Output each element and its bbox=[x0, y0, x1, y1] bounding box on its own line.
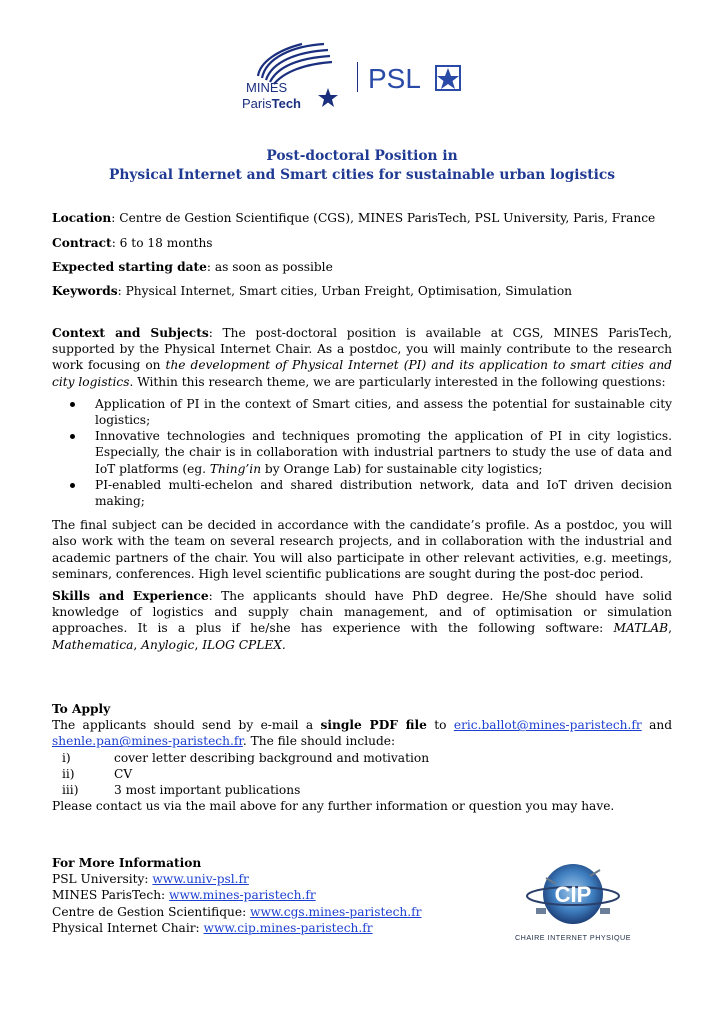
location-value: : Centre de Gestion Scientifique (CGS), MINES ParisTech, PSL University, Paris, France bbox=[111, 211, 656, 225]
svg-text:MINES: MINES bbox=[246, 80, 288, 95]
logo-divider bbox=[357, 62, 358, 92]
link-mines-paristech[interactable]: www.mines-paristech.fr bbox=[169, 888, 316, 903]
link-cgs[interactable]: www.cgs.mines-paristech.fr bbox=[250, 904, 422, 919]
location-label: Location bbox=[52, 211, 112, 225]
context-bullets bbox=[52, 396, 672, 509]
more-info-heading: For More Information bbox=[52, 856, 202, 870]
keywords-label: Keywords bbox=[52, 284, 118, 298]
list-item: iii) 3 most important publications bbox=[62, 783, 301, 798]
more-info-section bbox=[52, 855, 492, 936]
more-info-psl: PSL University: www.univ-psl.fr bbox=[52, 872, 249, 887]
start-value: : as soon as possible bbox=[206, 260, 333, 274]
info-keywords bbox=[52, 283, 672, 299]
info-location bbox=[52, 210, 672, 226]
apply-section bbox=[52, 701, 672, 814]
keywords-value: : Physical Internet, Smart cities, Urban Freight, Optimisation, Simulation bbox=[117, 284, 573, 298]
contract-value: : 6 to 18 months bbox=[111, 236, 213, 250]
title-line-1: Post-doctoral Position in bbox=[266, 148, 458, 164]
link-cip[interactable]: www.cip.mines-paristech.fr bbox=[203, 920, 373, 935]
apply-paragraph: The applicants should send by e-mail a single PDF file to eric.ballot@mines-paristech.fr and shenle.pan@mines-paristech.fr. The file should include: bbox=[52, 718, 673, 749]
more-info-mines: MINES ParisTech: www.mines-paristech.fr bbox=[52, 888, 316, 903]
email-link-ballot[interactable]: eric.ballot@mines-paristech.fr bbox=[453, 718, 642, 733]
start-label: Expected starting date bbox=[52, 260, 207, 274]
context-paragraph: Context and Subjects: The post-doctoral position is available at CGS, MINES ParisTech, supported by the Physical Internet Chair. As a postdoc, you will mainly contribute to the research work focusing on the development of Physical Internet (PI) and its application to smart cities and city logistics. Within this research theme, we are particularly interested in the following questions: bbox=[52, 326, 672, 389]
link-univ-psl[interactable]: www.univ-psl.fr bbox=[152, 872, 249, 887]
list-item: Innovative technologies and techniques promoting the application of PI in city logistics. Especially, the chair is in collaboration with industrial partners to study the use of data and IoT platforms (eg. Thing’in by Orange Lab) for sustainable city logistics; bbox=[52, 428, 672, 477]
contract-label: Contract bbox=[52, 236, 112, 250]
svg-text:CIP: CIP bbox=[554, 882, 592, 907]
more-info-cip: Physical Internet Chair: www.cip.mines-paristech.fr bbox=[52, 920, 373, 935]
info-start-date bbox=[52, 259, 672, 275]
list-item: PI-enabled multi-echelon and shared distribution network, data and IoT driven decision making; bbox=[52, 477, 672, 509]
cip-chair-logo bbox=[508, 856, 638, 946]
email-link-pan[interactable]: shenle.pan@mines-paristech.fr bbox=[52, 734, 243, 749]
context-section bbox=[52, 325, 672, 653]
final-subject-paragraph: The final subject can be decided in accordance with the candidate’s profile. As a postdoc, you will also work with the team on several research projects, and in collaboration with the industrial and academic partners of the chair. You will also participate in other relevant activities, e.g. meetings, seminars, conferences. High level scientific publications are sought during the post-doc period. bbox=[52, 518, 672, 581]
svg-text:CHAIRE INTERNET PHYSIQUE: CHAIRE INTERNET PHYSIQUE bbox=[514, 933, 632, 942]
skills-paragraph: Skills and Experience: The applicants should have PhD degree. He/She should have solid knowledge of logistics and supply chain management, and of optimisation or simulation approaches. It is a plus if he/she has experience with the following software: MATLAB, Mathematica, Anylogic, ILOG CPLEX. bbox=[52, 589, 672, 652]
apply-heading: To Apply bbox=[52, 702, 111, 716]
contact-note: Please contact us via the mail above for any further information or question you may have. bbox=[52, 799, 615, 814]
psl-logo bbox=[366, 58, 476, 98]
list-item: ii) CV bbox=[62, 766, 133, 781]
title-line-2: Physical Internet and Smart cities for sustainable urban logistics bbox=[108, 167, 616, 183]
svg-text:ParisTech: ParisTech bbox=[242, 96, 302, 111]
list-item: Application of PI in the context of Smart cities, and assess the potential for sustainable city logistics; bbox=[52, 396, 672, 428]
list-item: i) cover letter describing background and motivation bbox=[62, 750, 430, 765]
more-info-cgs: Centre de Gestion Scientifique: www.cgs.mines-paristech.fr bbox=[52, 904, 422, 919]
info-contract bbox=[52, 235, 672, 251]
svg-text:PSL: PSL bbox=[368, 63, 421, 94]
mines-paristech-logo bbox=[232, 40, 342, 118]
